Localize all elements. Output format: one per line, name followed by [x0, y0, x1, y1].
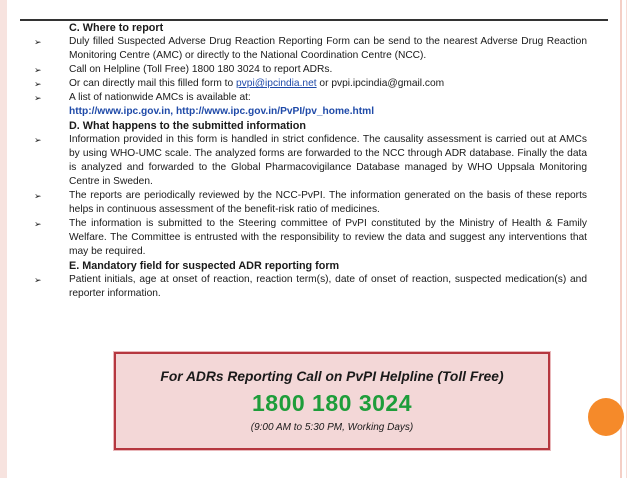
list-item: ➢ The information is submitted to the Steering committee of PvPI constituted by the Ministry of Health & Family Welfare. The Committee is entrusted with the responsibility to review the data and suggest any interventions that may be required.: [34, 218, 587, 257]
section-e-heading: E. Mandatory field for suspected ADR reporting form: [69, 260, 340, 272]
section-d-heading: D. What happens to the submitted information: [69, 120, 306, 132]
list-item: ➢ Or can directly mail this filled form to pvpi@ipcindia.net or pvpi.ipcindia@gmail.com: [34, 78, 445, 89]
helpline-number: 1800 180 3024: [252, 390, 412, 416]
helpline-callout: [114, 352, 550, 450]
left-decorative-rail: [0, 0, 7, 478]
list-item: ➢ Patient initials, age at onset of reaction, reaction term(s), date of onset of reaction, suspected medication(s) and reporter information.: [34, 274, 587, 299]
arrow-bullet-icon: ➢: [34, 135, 42, 145]
arrow-bullet-icon: ➢: [34, 37, 42, 47]
callout-title: For ADRs Reporting Call on PvPI Helpline (Toll Free): [160, 369, 504, 384]
list-item: ➢ Call on Helpline (Toll Free) 1800 180 3024 to report ADRs.: [34, 64, 333, 75]
arrow-bullet-icon: ➢: [34, 275, 42, 285]
amc-links[interactable]: http://www.ipc.gov.in, http://www.ipc.gov.in/PvPI/pv_home.html: [69, 106, 375, 117]
arrow-bullet-icon: ➢: [34, 79, 42, 89]
list-item: ➢ A list of nationwide AMCs is available at:: [34, 92, 251, 103]
section-c-heading: C. Where to report: [69, 22, 164, 34]
helpline-hours: (9:00 AM to 5:30 PM, Working Days): [250, 422, 414, 433]
arrow-bullet-icon: ➢: [34, 219, 42, 229]
list-item: ➢ The reports are periodically reviewed by the NCC-PvPI. The information generated on the basis of these reports helps in continuous assessment of the benefit-risk ratio of medicines.: [34, 190, 587, 215]
orange-circle-decoration: [588, 398, 624, 436]
arrow-bullet-icon: ➢: [34, 93, 42, 103]
list-item: ➢ Duly filled Suspected Adverse Drug Reaction Reporting Form can be send to the nearest Adverse Drug Reaction Monitoring Centre (AMC) or directly to the National Coordination Centre (NCC).: [34, 36, 587, 61]
rail-line: [626, 0, 627, 478]
document-body: [34, 21, 587, 301]
list-item: ➢ Information provided in this form is handled in strict confidence. The causality assessment is carried out at AMCs by using WHO-UMC scale. The analyzed forms are forwarded to the NCC through ADR database. Finally the data is analyzed and forwarded to the Global Pharmacovigilance Database managed by WHO Uppsala Monitoring Centre in Sweden.: [34, 134, 587, 187]
arrow-bullet-icon: ➢: [34, 65, 42, 75]
arrow-bullet-icon: ➢: [34, 191, 42, 201]
email-link[interactable]: pvpi@ipcindia.net: [236, 78, 317, 89]
